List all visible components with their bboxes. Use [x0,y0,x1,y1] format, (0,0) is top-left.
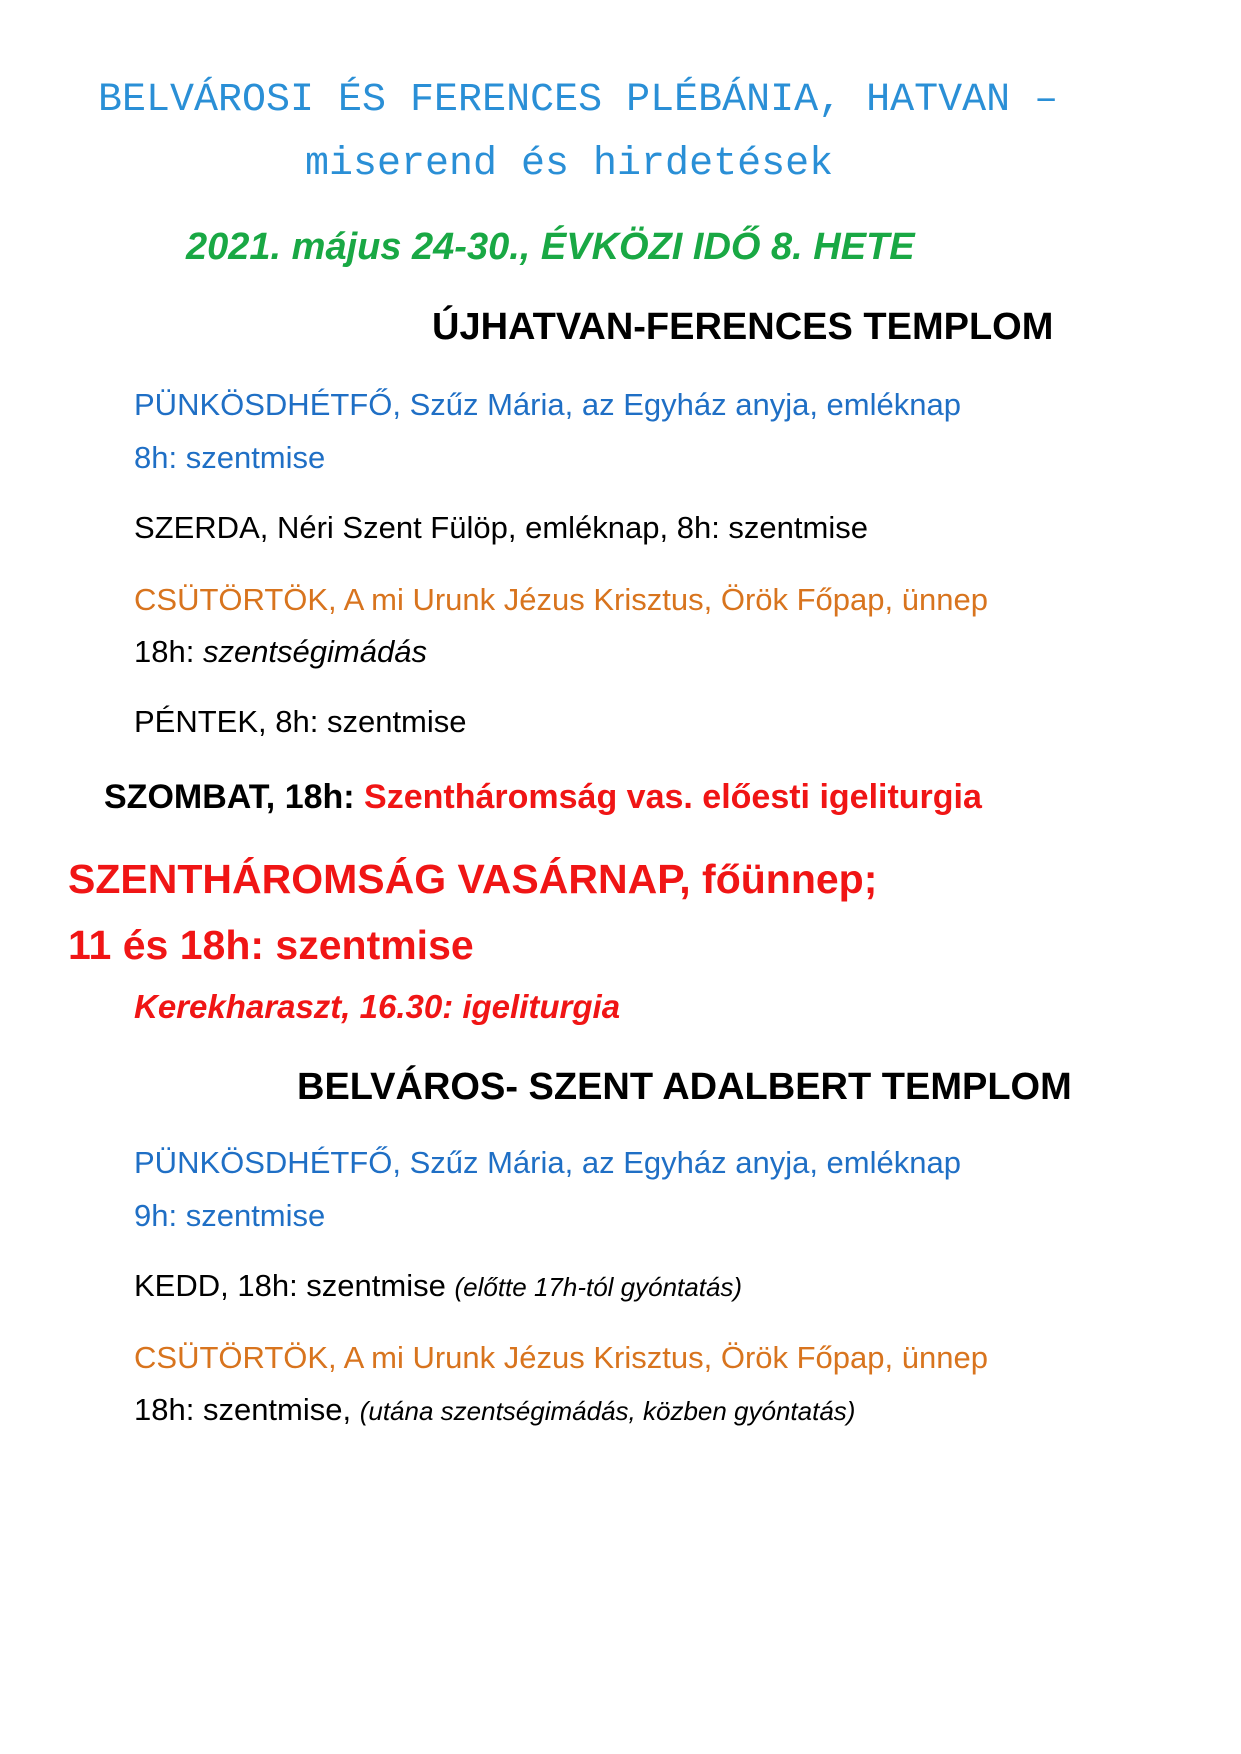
week-date: 2021. május 24-30., ÉVKÖZI IDŐ 8. HETE [186,226,915,268]
belvaros-monday-mass: 9h: szentmise [134,1198,326,1233]
trinity-sunday-title: SZENTHÁROMSÁG VASÁRNAP, főünnep; [68,856,878,902]
belvaros-tuesday [134,1268,742,1304]
tuesday-note: (előtte 17h-tól gyóntatás) [454,1272,743,1302]
ujhatvan-heading: ÚJHATVAN-FERENCES TEMPLOM [432,306,1054,348]
belvaros-monday-title: PÜNKÖSDHÉTFŐ, Szűz Mária, az Egyház anyja, emléknap [134,1145,961,1180]
kerekharaszt-liturgy: Kerekharaszt, 16.30: igeliturgia [134,988,621,1025]
belvaros-thursday-title: CSÜTÖRTÖK, A mi Urunk Jézus Krisztus, Örök Főpap, ünnep [134,1340,988,1375]
ujhatvan-thursday-title: CSÜTÖRTÖK, A mi Urunk Jézus Krisztus, Örök Főpap, ünnep [134,582,988,617]
thursday-note: (utána szentségimádás, közben gyóntatás) [359,1396,856,1426]
ujhatvan-monday-mass: 8h: szentmise [134,440,326,475]
ujhatvan-monday-title: PÜNKÖSDHÉTFŐ, Szűz Mária, az Egyház anyja, emléknap [134,387,961,422]
ujhatvan-friday: PÉNTEK, 8h: szentmise [134,704,467,739]
parish-subtitle: miserend és hirdetések [305,142,834,187]
belvaros-heading: BELVÁROS- SZENT ADALBERT TEMPLOM [297,1066,1072,1108]
saturday-event: Szentháromság vas. előesti igeliturgia [364,778,982,816]
belvaros-thursday-mass [134,1392,855,1428]
ujhatvan-wednesday: SZERDA, Néri Szent Fülöp, emléknap, 8h: szentmise [134,510,868,545]
ujhatvan-thursday-adoration [134,634,427,670]
thursday-main: 18h: szentmise, [134,1392,360,1427]
saturday-prefix: SZOMBAT, 18h: [104,778,365,816]
trinity-sunday-masses: 11 és 18h: szentmise [68,922,474,968]
tuesday-main: KEDD, 18h: szentmise [134,1268,455,1303]
thursday-event: szentségimádás [202,634,427,669]
parish-title: BELVÁROSI ÉS FERENCES PLÉBÁNIA, HATVAN – [98,78,1059,123]
ujhatvan-saturday [104,778,982,817]
thursday-time: 18h: [134,634,203,669]
